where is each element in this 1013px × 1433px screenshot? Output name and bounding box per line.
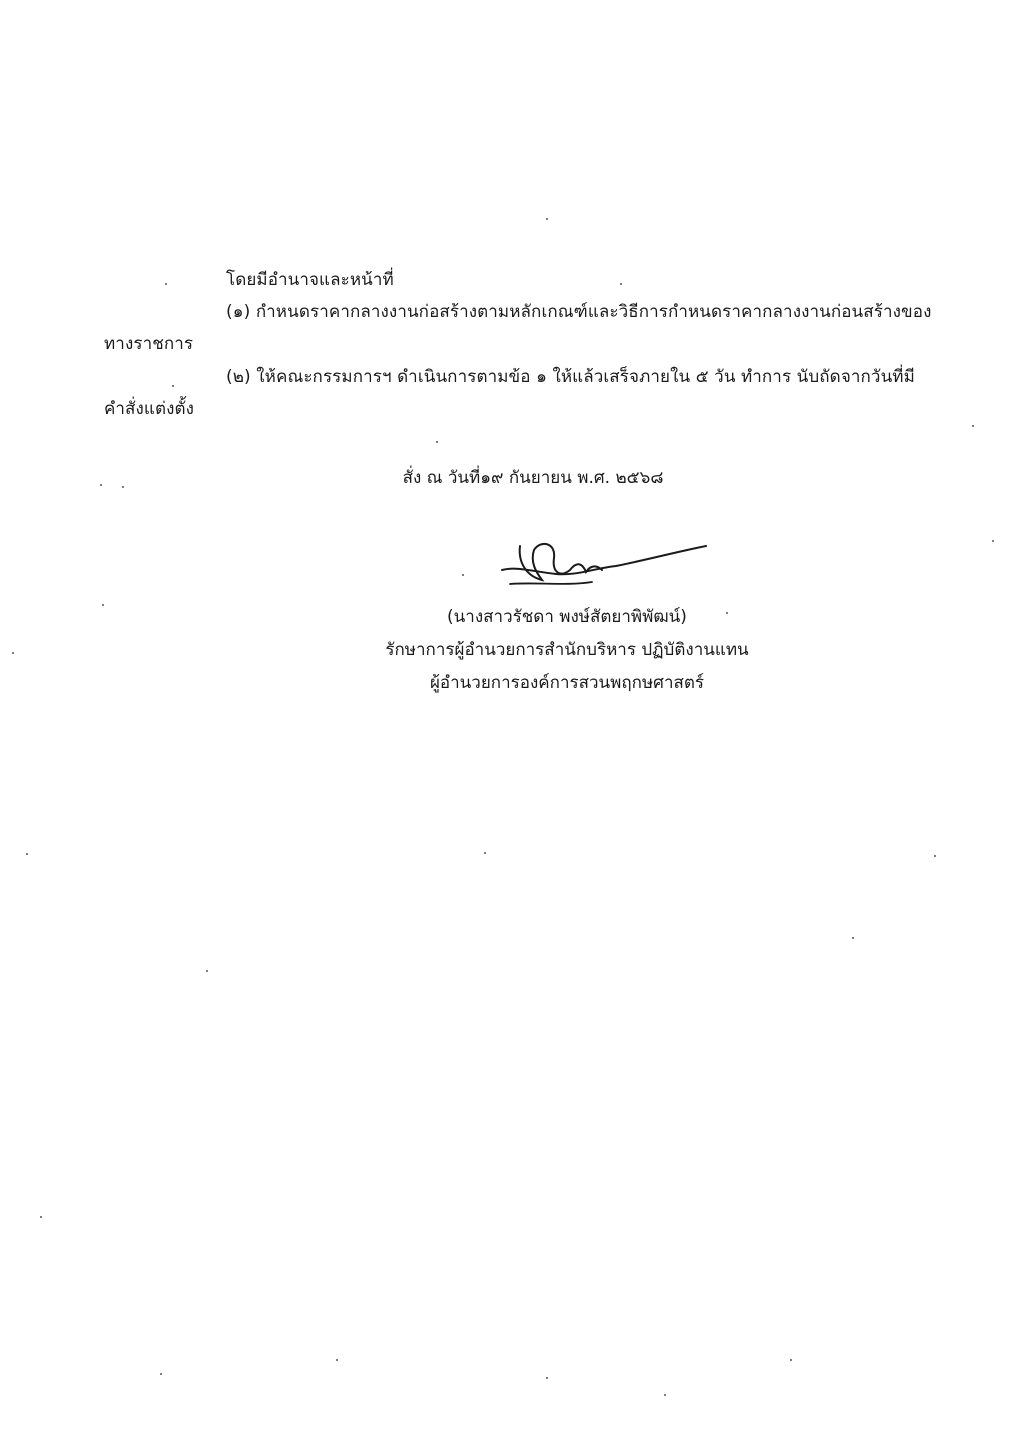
scan-speck xyxy=(40,1216,42,1218)
scan-speck xyxy=(102,604,104,606)
scan-speck xyxy=(972,425,974,427)
scan-speck xyxy=(462,574,464,576)
scan-speck xyxy=(172,385,174,387)
signatory-organization: ผู้อำนวยการองค์การสวนพฤกษศาสตร์ xyxy=(429,673,705,693)
scan-speck xyxy=(664,1394,666,1396)
scan-speck xyxy=(160,1373,162,1375)
scan-speck xyxy=(12,652,14,654)
duty-item-2-continued: คำสั่งแต่งตั้ง xyxy=(104,399,195,419)
scan-speck xyxy=(852,937,854,939)
authority-intro: โดยมีอำนาจและหน้าที่ xyxy=(226,270,394,290)
scan-speck xyxy=(336,1359,338,1361)
scan-speck xyxy=(546,218,548,220)
duty-item-1: (๑) กำหนดราคากลางงานก่อสร้างตามหลักเกณฑ์และวิธีการกำหนดราคากลางงานก่อนสร้างของ xyxy=(226,302,932,322)
scan-speck xyxy=(206,970,208,972)
signatory-position: รักษาการผู้อำนวยการสำนักบริหาร ปฏิบัติงานแทน xyxy=(385,640,749,660)
scan-speck xyxy=(790,1359,792,1361)
scan-speck xyxy=(992,540,994,542)
scan-speck xyxy=(436,441,438,443)
scan-speck xyxy=(26,853,28,855)
scan-speck xyxy=(726,612,728,614)
scan-speck xyxy=(620,283,622,285)
scan-speck xyxy=(122,486,124,488)
scan-speck xyxy=(484,852,486,854)
scan-speck xyxy=(546,1377,548,1379)
scan-speck xyxy=(100,484,102,486)
signatory-name: (นางสาวรัชดา พงษ์สัตยาพิพัฒน์) xyxy=(447,607,687,627)
scan-speck xyxy=(934,855,936,857)
duty-item-2: (๒) ให้คณะกรรมการฯ ดำเนินการตามข้อ ๑ ให้แล้วเสร็จภายใน ๕ วัน ทำการ นับถัดจากวันที่มี xyxy=(226,367,915,387)
handwritten-signature xyxy=(496,532,712,596)
order-date: สั่ง ณ วันที่๑๙ กันยายน พ.ศ. ๒๕๖๘ xyxy=(402,468,664,488)
duty-item-1-continued: ทางราชการ xyxy=(104,334,194,354)
scan-speck xyxy=(165,283,167,285)
